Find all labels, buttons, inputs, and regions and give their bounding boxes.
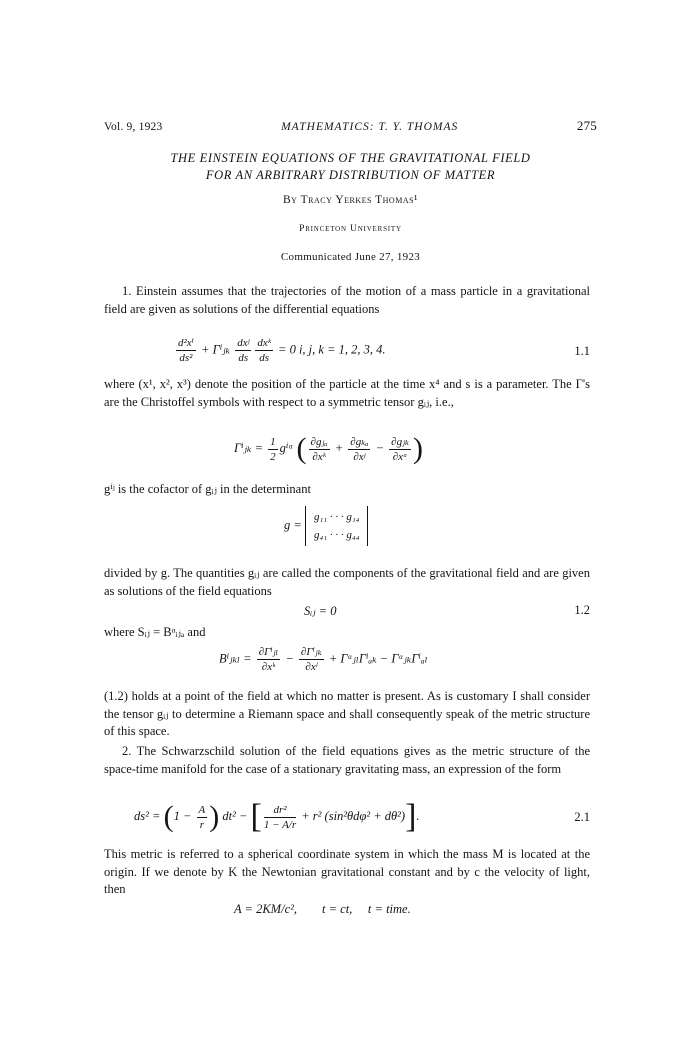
paragraph-4: divided by g. The quantities gᵢⱼ are called the components of the gravitational field and are given as solutions of the field equations: [104, 566, 590, 598]
paragraph-6: (1.2) holds at a point of the field at which no matter is present. As is customary I shall consider the tensor gᵢⱼ to determine a Riemann space and shall consequently speak of the metric structure of this space.: [104, 689, 590, 738]
running-header: [104, 118, 597, 134]
paragraph-5: where Sᵢⱼ = Bᵅᵢⱼₐ and: [104, 625, 206, 639]
communicated-date: Communicated June 27, 1923: [280, 251, 421, 263]
left-paren: (: [296, 432, 307, 465]
fraction-dxk-ds: $\frac{\text{dxᵏ}}{ds}$: [257, 337, 271, 364]
article-title: [104, 150, 597, 184]
equation-riemann-tensor: Bⁱⱼₖₗ = $\frac{\text{∂Γⁱⱼₗ}}{\text{∂xᵏ}}$ − $\frac{\text{∂Γⁱⱼₖ}}{\text{∂xˡ}}$ + ΓᵅⱼₗΓⁱₐₖ − ΓᵅⱼₖΓⁱₐₗ: [219, 646, 428, 673]
volume-label: Vol. 9, 1923: [104, 121, 163, 133]
paragraph-2: where (x¹, x², x³) denote the position of the particle at the time x⁴ and s is a parameter. The Γ's are the Christoffel symbols with respect to a symmetric tensor gᵢⱼ, i.e.,: [104, 377, 590, 409]
determinant-row-1: g₁₁ · · · g₁₄: [313, 511, 360, 523]
equation-christoffel: Γⁱⱼₖ = $\frac{1}{2}$ gⁱᵅ ( $\frac{\text{∂gⱼₐ}}{\text{∂xᵏ}}$ + $\frac{\text{∂gₖₐ}}{\text{∂xʲ}}$ − $\frac{\text{∂gⱼₖ}}{\text{∂xᵅ}}$ ): [234, 432, 424, 465]
equation-number-1-2: 1.2: [574, 603, 590, 617]
equation-determinant: g = g₁₁ · · · g₁₄ g₄₁ · · · g₄₄: [104, 500, 590, 560]
fraction-dgamma-jk: $\frac{\text{∂Γⁱⱼₖ}}{\text{∂xˡ}}$: [300, 646, 322, 673]
equation-number-2-1: 2.1: [574, 810, 590, 824]
page-number: 275: [576, 118, 597, 133]
fraction-dr2: $\frac{\text{dr²}}{1 - A/r}$: [263, 803, 297, 831]
determinant-row-2: g₄₁ · · · g₄₄: [313, 529, 360, 541]
paragraph-7: 2. The Schwarzschild solution of the field equations gives as the metric structure of the space-time manifold for the case of a stationary gravitating mass, an expression of the form: [104, 744, 590, 776]
title-line-2: FOR AN ARBITRARY DISTRIBUTION OF MATTER: [205, 168, 496, 182]
left-bracket: [: [250, 798, 262, 835]
equation-1-1: $\frac{\text{d²xⁱ}}{\text{ds²}}$ + Γⁱⱼₖ $\frac{\text{dxʲ}}{ds}$ $\frac{\text{dxᵏ}}{ds}$ = 0 i, j, k = 1, 2, 3, 4. 1.1: [178, 337, 590, 364]
title-line-1: THE EINSTEIN EQUATIONS OF THE GRAVITATIONAL FIELD: [170, 151, 531, 165]
determinant-matrix: [305, 506, 369, 546]
fraction-dgamma-jl: $\frac{\text{∂Γⁱⱼₗ}}{\text{∂xᵏ}}$: [258, 646, 279, 673]
equation-2-1: ds² = (1 − $\frac{A}{r}$ ) dt² − [ $\frac{\text{dr²}}{1 - A/r}$ + r² (sin²θdφ² + dθ²)]. 2.1: [134, 798, 590, 835]
fraction-dgja-dxk: $\frac{\text{∂gⱼₐ}}{\text{∂xᵏ}}$: [310, 435, 328, 463]
fraction-a-over-r: $\frac{A}{r}$: [198, 803, 206, 831]
affiliation: Princeton University: [299, 224, 402, 234]
fraction-dxj-ds: $\frac{\text{dxʲ}}{ds}$: [237, 337, 250, 364]
equation-1-2: Sᵢⱼ = 0 1.2: [304, 603, 590, 618]
equation-number-1-1: 1.1: [574, 344, 590, 358]
fraction-one-half: $\frac{1}{2}$: [270, 435, 276, 463]
running-title: MATHEMATICS: T. Y. THOMAS: [281, 121, 459, 133]
author-line: By Tracy Yerkes Thomas¹: [283, 194, 418, 206]
paragraph-8: This metric is referred to a spherical coordinate system in which the mass M is located at the origin. If we denote by K the Newtonian gravitational constant and by c the velocity of light, then: [104, 847, 590, 896]
paragraph-3: gⁱʲ is the cofactor of gᵢⱼ in the determinant: [104, 482, 311, 496]
right-bracket: ]: [405, 798, 417, 835]
fraction-dgjk-dxa: $\frac{\text{∂gⱼₖ}}{\text{∂xᵅ}}$: [391, 435, 410, 463]
fraction-d2x-ds2: $\frac{\text{d²xⁱ}}{\text{ds²}}$: [178, 337, 194, 364]
paragraph-1: 1. Einstein assumes that the trajectories of the motion of a mass particle in a gravitational field are given as solutions of the differential equations: [104, 284, 590, 316]
fraction-dgka-dxj: $\frac{\text{∂gₖₐ}}{\text{∂xʲ}}$: [350, 435, 369, 463]
equation-constants: A = 2KM/c², t = ct, t = time.: [234, 902, 411, 916]
right-paren: ): [413, 432, 424, 465]
